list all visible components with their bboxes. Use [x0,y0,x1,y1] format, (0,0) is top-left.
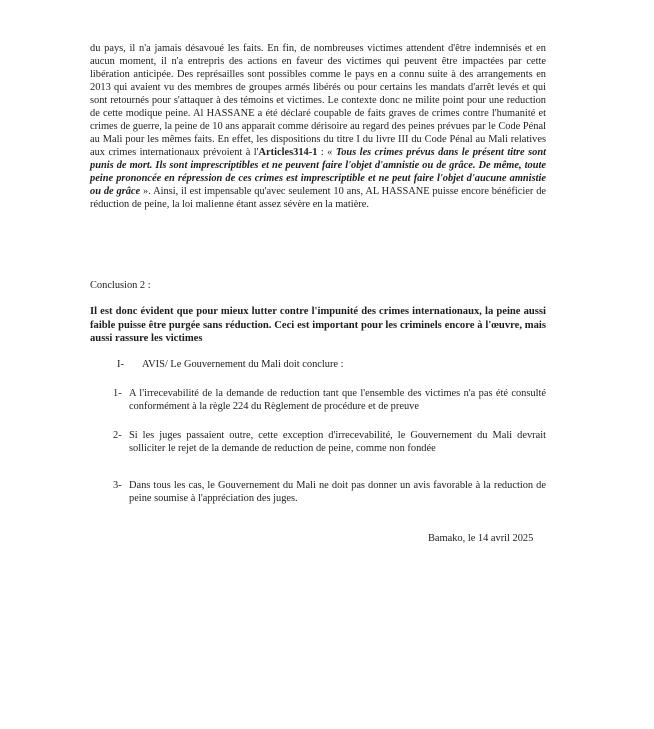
legal-quote: Tous les crimes prévus dans le présent titre sont punis de mort. Ils sont imprescriptibles et ne peuvent faire l'objet d'amnistie ou de grâce. De même, toute peine prononcée en répression de ces crimes est imprescriptible et ne peut faire l'objet d'aucune amnistie ou de grâce [90,147,546,197]
list-item [113,429,546,455]
avis-heading [117,358,344,371]
paragraph-text: du pays, il n'a jamais désavoué les faits. En fin, de nombreuses victimes attendent d'être indemnisés et en aucun moment, il n'a entrepris des actions en faveur des victimes qui peuvent être impactées par cette libération anticipée. Des représailles sont possibles comme le pays en a connu suite à des arrangements en 2013 qui avaient vu des membres de groupes armés libérés ou pour certains les mandats d'arrêt levés et qui sont retournés pour s'attaquer à des témoins et victimes. Le contexte donc ne milite point pour une reduction de cette modique peine. Al HASSANE a été déclaré coupable de faits graves de crimes contre l'humanité et crimes de guerre, la peine de 10 ans apparait comme dérisoire au regard des peines prévues par le Code Pénal au Mali pour les mêmes faits. En effet, les dispositions du titre I du livre III du Code Pénal au Mali relatives aux crimes internationaux prévoient à l' [90,43,546,158]
list-item-number: 1- [113,388,122,399]
body-paragraph [90,42,546,211]
signature-place-date: Bamako, le 14 avril 2025 [428,533,534,544]
conclusion-text: Il est donc évident que pour mieux lutter contre l'impunité des crimes internationaux, la peine aussi faible puisse être purgée sans réduction. Ceci est important pour les criminels encore à l'œuvre, mais aussi rassure les victimes [90,306,546,344]
list-item-text: Si les juges passaient outre, cette exception d'irrecevabilité, le Gouvernement du Mali devrait solliciter le rejet de la demande de reduction de peine, comme non fondée [129,430,546,454]
avis-text: AVIS/ Le Gouvernement du Mali doit conclure : [142,359,344,370]
list-item [113,479,546,505]
quote-open: : « [317,147,336,158]
list-item-text: A l'irrecevabilité de la demande de reduction tant que l'ensemble des victimes n'a pas été consulté conformément à la règle 224 du Règlement de procédure et de preuve [129,388,546,412]
list-item [113,387,546,413]
list-item-text: Dans tous les cas, le Gouvernement du Mali ne doit pas donner un avis favorable à la reduction de peine soumise à l'appréciation des juges. [129,480,546,504]
avis-number: I- [117,359,124,370]
list-item-number: 2- [113,430,122,441]
paragraph-text-end: ». Ainsi, il est impensable qu'avec seulement 10 ans, AL HASSANE puisse encore bénéficier de réduction de peine, la loi malienne étant assez sévère en la matière. [90,186,546,210]
article-reference: Articles314-1 [258,147,318,158]
list-item-number: 3- [113,480,122,491]
conclusion-heading: Conclusion 2 : [90,280,151,291]
